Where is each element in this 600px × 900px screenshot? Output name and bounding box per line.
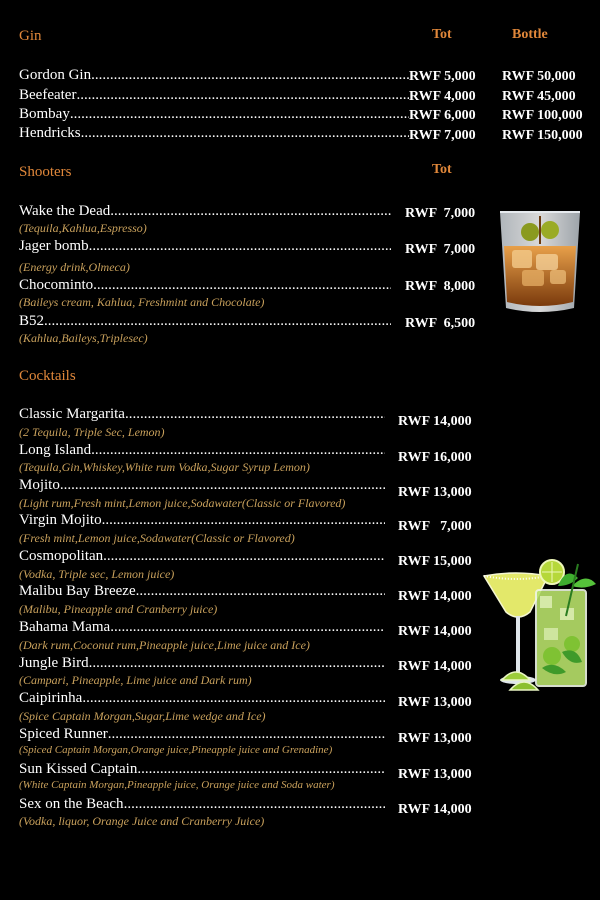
item-description: (Kahlua,Baileys,Triplesec) [19, 331, 148, 345]
item-description: (Malibu, Pineapple and Cranberry juice) [19, 602, 218, 616]
item-price: RWF 13,000 [398, 767, 472, 782]
dot-leader [89, 655, 385, 672]
cocktail-row [19, 512, 385, 529]
item-price: RWF 14,000 [398, 414, 472, 429]
dot-leader [89, 238, 391, 255]
cocktail-row [19, 477, 385, 494]
dot-leader [102, 512, 385, 529]
gin-row [19, 67, 409, 84]
item-name: Jungle Bird [19, 655, 89, 671]
item-price: RWF 14,000 [398, 624, 472, 639]
dot-leader [70, 106, 409, 123]
item-name: Mojito [19, 477, 60, 493]
shooter-row [19, 203, 391, 220]
item-name: Malibu Bay Breeze [19, 583, 136, 599]
item-tot-price: RWF 6,000 [409, 108, 476, 123]
dot-leader [136, 583, 385, 600]
shooter-row [19, 238, 391, 255]
item-name: Caipirinha [19, 690, 83, 706]
item-description: (Tequila,Kahlua,Espresso) [19, 221, 147, 235]
item-name: Hendricks [19, 125, 81, 141]
dot-leader [110, 619, 385, 636]
item-description: (Energy drink,Olmeca) [19, 260, 130, 274]
shooters-heading: Shooters [19, 164, 72, 180]
dot-leader [108, 726, 385, 743]
gin-row [19, 125, 409, 142]
whiskey-glass-icon [496, 208, 584, 316]
cocktails-heading: Cocktails [19, 368, 76, 384]
item-description: (2 Tequila, Triple Sec, Lemon) [19, 425, 165, 439]
item-tot-price: RWF 7,000 [409, 128, 476, 143]
item-description: (Spiced Captain Morgan,Orange juice,Pineapple juice and Grenadine) [19, 744, 333, 756]
dot-leader [93, 277, 391, 294]
item-name: Beefeater [19, 87, 77, 103]
cocktail-row [19, 655, 385, 672]
shooters-tot-header: Tot [432, 162, 452, 177]
item-name: Bahama Mama [19, 619, 111, 635]
gin-row [19, 106, 409, 123]
item-price: RWF 7,000 [405, 242, 476, 257]
dot-leader [103, 548, 385, 565]
item-name: Sun Kissed Captain [19, 761, 138, 777]
dot-leader [110, 203, 391, 220]
cocktail-row [19, 406, 385, 423]
item-name: Gordon Gin [19, 67, 92, 83]
dot-leader [76, 87, 409, 104]
dot-leader [60, 477, 385, 494]
item-bottle-price: RWF 50,000 [502, 69, 576, 84]
item-price: RWF 14,000 [398, 659, 472, 674]
item-name: Wake the Dead [19, 203, 111, 219]
item-description: (Vodka, Triple sec, Lemon juice) [19, 567, 175, 581]
gin-tot-header: Tot [432, 27, 452, 42]
item-name: Bombay [19, 106, 70, 122]
dot-leader [125, 406, 385, 423]
item-description: (Vodka, liquor, Orange Juice and Cranberry Juice) [19, 814, 265, 828]
item-description: (Baileys cream, Kahlua, Freshmint and Chocolate) [19, 295, 265, 309]
item-description: (White Captain Morgan,Pineapple juice, Orange juice and Soda water) [19, 779, 335, 791]
item-tot-price: RWF 5,000 [409, 69, 476, 84]
item-price: RWF 13,000 [398, 695, 472, 710]
gin-row [19, 87, 409, 104]
item-description: (Light rum,Fresh mint,Lemon juice,Sodawater(Classic or Flavored) [19, 496, 346, 510]
item-name: Long Island [19, 442, 92, 458]
gin-bottle-header: Bottle [512, 27, 548, 42]
item-bottle-price: RWF 45,000 [502, 89, 576, 104]
item-price: RWF 6,500 [405, 316, 476, 331]
item-price: RWF 16,000 [398, 450, 472, 465]
dot-leader [44, 313, 391, 330]
dot-leader [124, 796, 385, 813]
cocktail-row [19, 690, 385, 707]
item-description: (Dark rum,Coconut rum,Pineapple juice,Lime juice and Ice) [19, 638, 310, 652]
dot-leader [91, 67, 409, 84]
item-name: Sex on the Beach [19, 796, 124, 812]
shooter-row [19, 277, 391, 294]
cocktail-row [19, 726, 385, 743]
gin-heading: Gin [19, 28, 42, 44]
cocktail-row [19, 796, 385, 813]
item-price: RWF 14,000 [398, 802, 472, 817]
item-price: RWF 7,000 [405, 206, 476, 221]
dot-leader [81, 125, 409, 142]
item-name: Cosmopolitan [19, 548, 104, 564]
item-description: (Fresh mint,Lemon juice,Sodawater(Classic or Flavored) [19, 531, 295, 545]
item-name: Chocominto [19, 277, 94, 293]
item-name: Jager bomb [19, 238, 89, 254]
item-name: B52 [19, 313, 45, 329]
item-bottle-price: RWF 100,000 [502, 108, 583, 123]
dot-leader [82, 690, 385, 707]
cocktail-row [19, 761, 385, 778]
cocktail-row [19, 583, 385, 600]
item-price: RWF 7,000 [398, 519, 472, 534]
dot-leader [91, 442, 385, 459]
cocktail-row [19, 442, 385, 459]
item-name: Classic Margarita [19, 406, 125, 422]
item-price: RWF 13,000 [398, 485, 472, 500]
dot-leader [137, 761, 385, 778]
item-price: RWF 15,000 [398, 554, 472, 569]
item-tot-price: RWF 4,000 [409, 89, 476, 104]
item-bottle-price: RWF 150,000 [502, 128, 583, 143]
item-price: RWF 14,000 [398, 589, 472, 604]
item-description: (Campari, Pineapple, Lime juice and Dark rum) [19, 673, 252, 687]
margarita-mojito-icon [482, 556, 598, 696]
cocktail-row [19, 619, 385, 636]
item-description: (Spice Captain Morgan,Sugar,Lime wedge and Ice) [19, 709, 266, 723]
item-name: Spiced Runner [19, 726, 108, 742]
item-price: RWF 13,000 [398, 731, 472, 746]
item-description: (Tequila,Gin,Whiskey,White rum Vodka,Sugar Syrup Lemon) [19, 460, 310, 474]
cocktail-row [19, 548, 385, 565]
item-price: RWF 8,000 [405, 279, 476, 294]
item-name: Virgin Mojito [19, 512, 102, 528]
shooter-row [19, 313, 391, 330]
